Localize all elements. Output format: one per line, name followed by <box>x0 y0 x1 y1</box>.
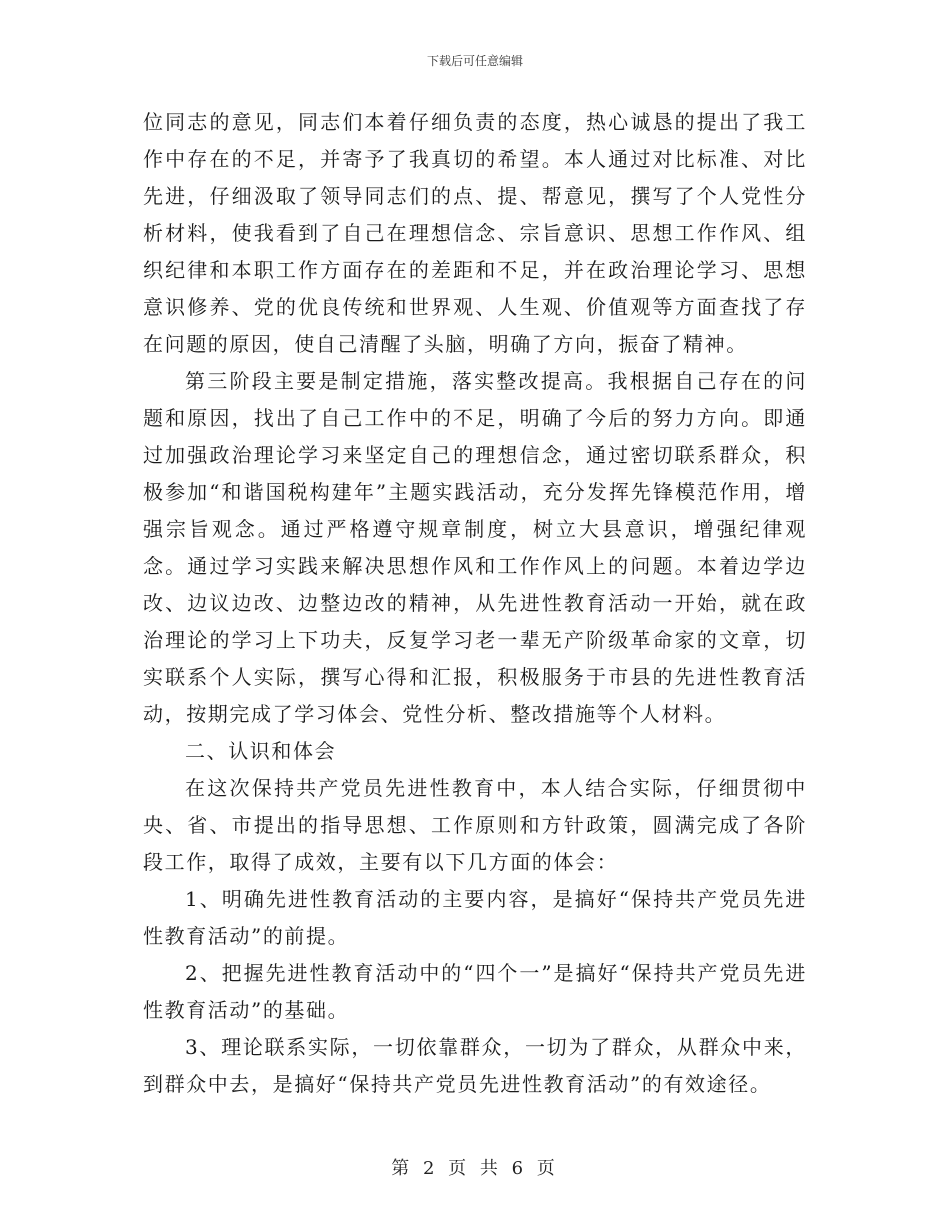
list-item-1: 1、明确先进性教育活动的主要内容，是搞好“保持共产党员先进性教育活动”的前提。 <box>143 887 807 948</box>
page-header: 下载后可任意编辑 <box>426 54 523 68</box>
section-heading: 二、认识和体会 <box>185 739 337 763</box>
page-number: 第 2 页 共 6 页 <box>391 1158 559 1179</box>
paragraph-third-stage: 第三阶段主要是制定措施，落实整改提高。我根据自己存在的问题和原因，找出了自己工作中的不足，明确了今后的努力方向。即通过加强政治理论学习来坚定自己的理想信念，通过密切联系群众，积极参加“和谐国税构建年”主题实践活动，充分发挥先锋模范作用，增强宗旨观念。通过严格遵守规章制度，树立大县意识，增强纪律观念。通过学习实践来解决思想作风和工作作风上的问题。本着边学边改、边议边改、边整边改的精神，从先进性教育活动一开始，就在政治理论的学习上下功夫，反复学习老一辈无产阶级革命家的文章，切实联系个人实际，撰写心得和汇报，积极服务于市县的先进性教育活动，按期完成了学习体会、党性分析、整改措施等个人材料。 <box>143 369 807 726</box>
list-item-2: 2、把握先进性教育活动中的“四个一”是搞好“保持共产党员先进性教育活动”的基础。 <box>143 961 807 1022</box>
paragraph-intro: 在这次保持共产党员先进性教育中，本人结合实际，仔细贯彻中央、省、市提出的指导思想、工作原则和方针政策，圆满完成了各阶段工作，取得了成效，主要有以下几方面的体会： <box>143 776 807 874</box>
list-item-3: 3、理论联系实际，一切依靠群众，一切为了群众，从群众中来，到群众中去，是搞好“保持共产党员先进性教育活动”的有效途径。 <box>143 1035 807 1096</box>
paragraph-continued: 位同志的意见，同志们本着仔细负责的态度，热心诚恳的提出了我工作中存在的不足，并寄予了我真切的希望。本人通过对比标准、对比先进，仔细汲取了领导同志们的点、提、帮意见，撰写了个人党性分析材料，使我看到了自己在理想信念、宗旨意识、思想工作作风、组织纪律和本职工作方面存在的差距和不足，并在政治理论学习、思想意识修养、党的优良传统和世界观、人生观、价值观等方面查找了存在问题的原因，使自己清醒了头脑，明确了方向，振奋了精神。 <box>143 110 807 356</box>
document-body <box>143 104 807 1103</box>
